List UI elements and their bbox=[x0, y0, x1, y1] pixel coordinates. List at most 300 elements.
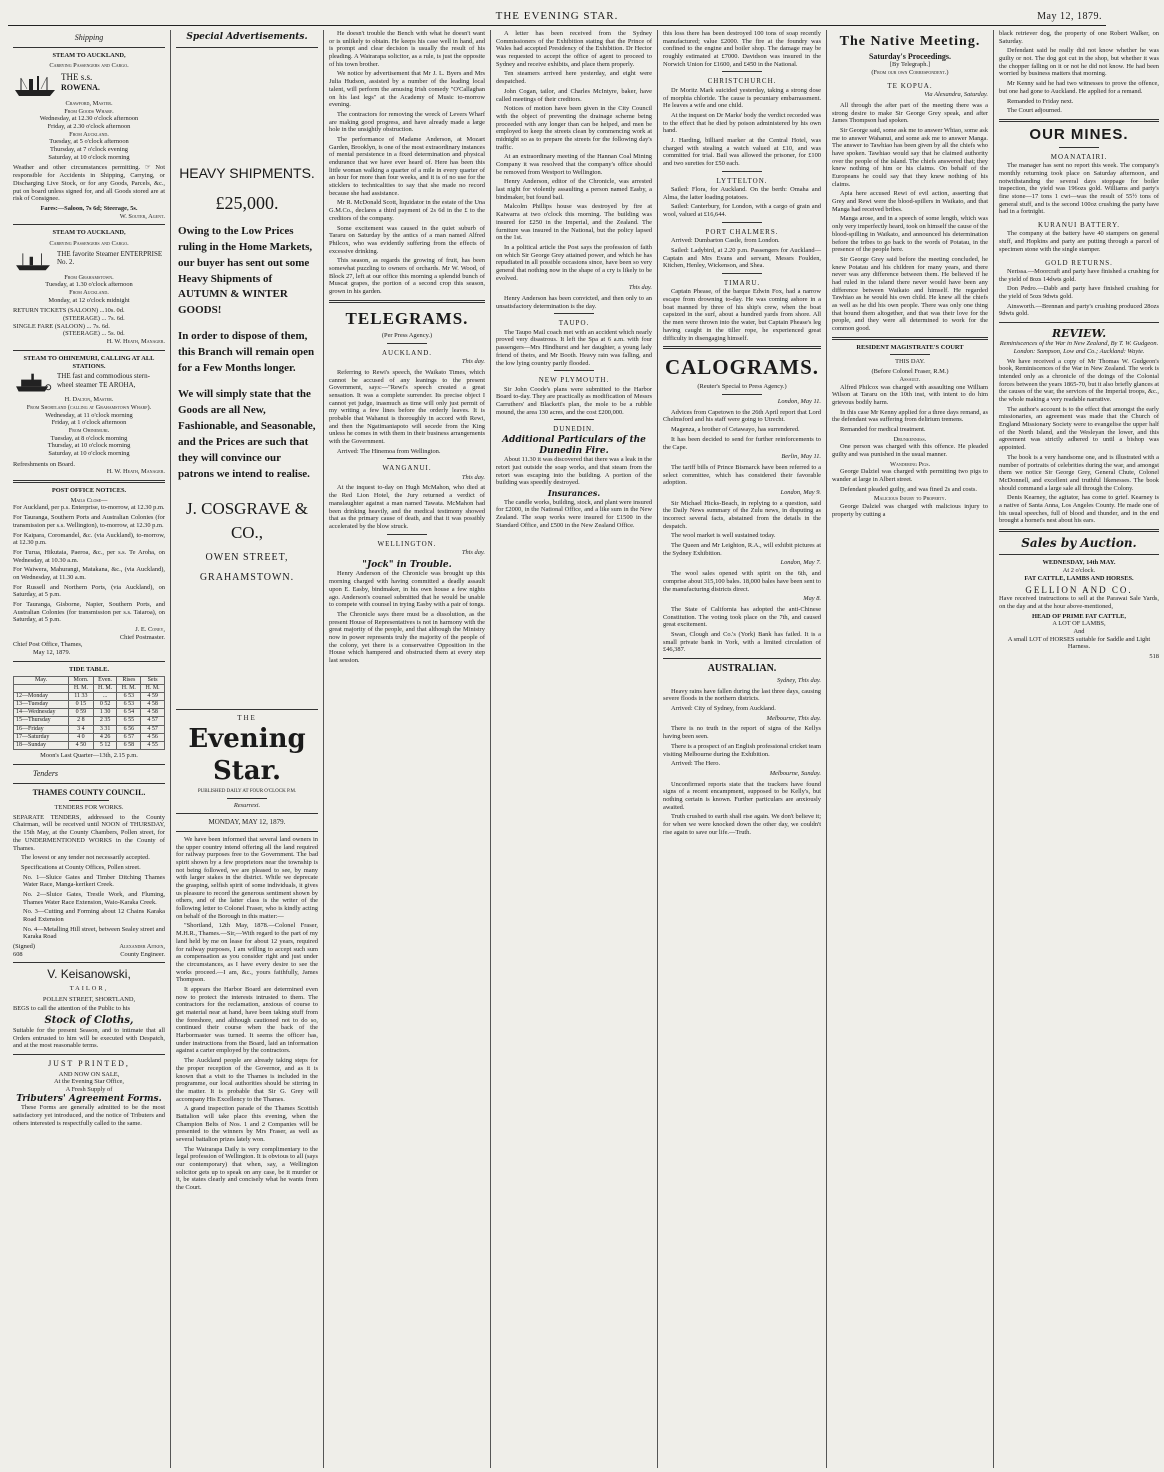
column-6 bbox=[827, 30, 994, 1468]
rm-assault: Assault. bbox=[899, 375, 921, 383]
table-row bbox=[14, 692, 165, 700]
paper-name: Evening Star. bbox=[188, 724, 306, 786]
advert-firm: J. COSGRAVE & CO., bbox=[185, 498, 309, 543]
telegram-dateline: This day. bbox=[628, 284, 652, 292]
editorial-paragraph: This season, as regards the growing of fruit, has been somewhat puzzling to owners of orchards. Mr W. Wood, of Block 27, left at our office this morning a splendid bunch of Muscat grapes, the portion of a second crop this season, grown in his garden. bbox=[329, 257, 485, 295]
shipping-3-refresh: Refreshments on Board. bbox=[13, 460, 75, 468]
shipping-1-from2: From Auckland. bbox=[69, 130, 109, 138]
calogram-text: Magenza, a brother of Cetawayo, has surrendered. bbox=[671, 426, 800, 434]
shipping-3-block bbox=[13, 372, 165, 394]
rm-text: Remanded to Friday next. bbox=[1007, 97, 1074, 105]
telegram-text: Henry Anderson, editor of the Chronicle, was arrested last night for violently assaulting a person named Easby, a bindmaker, but found bail. bbox=[496, 178, 652, 201]
calograms-heading: CALOGRAMS. bbox=[664, 355, 820, 380]
telegram-text: Henry Anderson has been convicted, and then only to an unsatisfactory determination is the day. bbox=[496, 295, 652, 310]
tide-col-header: Morn. bbox=[69, 676, 94, 684]
calogram-dateline: May 8. bbox=[803, 595, 821, 603]
table-row bbox=[14, 742, 165, 750]
tide-col-header: Even. bbox=[93, 676, 117, 684]
tide-cell: 13—Tuesday bbox=[14, 701, 69, 709]
shipping-3-heading: STEAM TO OHINEMURI, CALLING AT ALL STATIONS. bbox=[23, 354, 155, 370]
shipping-2-sub: Carrying Passengers and Cargo. bbox=[49, 239, 129, 247]
tide-cell: 5 12 bbox=[93, 742, 117, 750]
tide-cell: 17—Saturday bbox=[14, 733, 69, 741]
mine-text: The manager has sent no report this week. The company's monthly returning took place on Saturday afternoon, and notwithstanding the several days stoppage for boiler inspection, the yield was 196ozs gold. Williams and party's fine stone—17 tons 1 cwt—was the result of 55½ tons of general stuff, and is the second 100oz crushing the party have had in a fortnight. bbox=[999, 162, 1159, 216]
calogram-text: The Queen and Mr Leighton, R.A., will exhibit pictures at the Sydney Exhibition. bbox=[663, 542, 821, 557]
telegram-text: Notices of motion have been given in the City Council with the object of preventing the drainage scheme being proceeded with any longer than can be helped, and men be employed to keep the streets clean by commencing work at midnight so as to prepare the streets for the following day's traffic. bbox=[496, 105, 652, 151]
shipping-1-notice: Weather and other circumstances permitting. ☞ Not responsible for Accidents in Shipping, Carrying, or Discharging Live Stock, or for any Goods, Parcels, &c., put on board unless signed for, and all Goods stored are at risk of Consignee. bbox=[13, 164, 165, 203]
shipping-2-heading: STEAM TO AUCKLAND, bbox=[52, 229, 126, 237]
telegram-location: AUCKLAND. bbox=[381, 348, 433, 357]
telegram-text: A letter has been received from the Sydney Commissioners of the Exhibition stating that the Prince of Wales had accepted Presidency of the Exhibition. Dr Hector was requested to accept the office of agent to proceed to Sydney and receive exhibits, and place them properly. bbox=[496, 30, 652, 68]
native-sub: Saturday's Proceedings. bbox=[868, 51, 952, 61]
calogram-text: The wool sales opened with spirit on the 6th, and comprise about 315,100 bales. 18,000 bales have been sent to the manufacturing districts direct. bbox=[663, 570, 821, 593]
shipping-1-d5: Saturday, at 10 o'clock morning bbox=[48, 153, 130, 161]
advert-body2: In order to dispose of them, this Branch will remain open for a Few Months longer. bbox=[178, 330, 315, 375]
post-item: For Auckland, per p.s. Enterprise, to-morrow, at 12.30 p.m. bbox=[13, 504, 165, 512]
shipping-1-block bbox=[13, 72, 165, 98]
tide-sub bbox=[14, 684, 69, 692]
column-1 bbox=[8, 30, 171, 1468]
australian-heading: AUSTRALIAN. bbox=[707, 663, 777, 674]
column-3 bbox=[324, 30, 491, 1468]
tide-col-header: Rises bbox=[117, 676, 141, 684]
heavy-shipments: HEAVY SHIPMENTS. bbox=[179, 164, 315, 181]
shipping-3-master: H. Dalton, Master. bbox=[64, 396, 114, 404]
telegram-text: J. Harding, billiard marker at the Central Hotel, was charged with stealing a watch valued at £10, and was committed for trial. Bail was allowed the prisoner, for £100 and two sureties for £50 each. bbox=[663, 136, 821, 168]
auction-head: HEAD OF PRIME FAT CATTLE, bbox=[1032, 612, 1126, 620]
tide-cell: 4 50 bbox=[69, 742, 94, 750]
native-dateline: Via Alexandra, Saturday. bbox=[924, 91, 988, 99]
rm-text: Defendant said he really did not know whether he was guilty or not. The dog got cut in the shop, but whether it was the chopper falling on it or not he did not know. He had been worried by business matters that morning. bbox=[999, 47, 1159, 78]
telegram-location: TIMARU. bbox=[723, 278, 761, 287]
tenders-signer: Alexander Aitken, bbox=[119, 943, 165, 951]
post-item: For Kaipara, Coromandel, &c. (via Auckland), to-morrow, at 12.30 p.m. bbox=[13, 531, 165, 547]
rm-text: black retriever dog, the property of one Robert Walker, on Saturday. bbox=[999, 30, 1159, 45]
calogram-text: It has been decided to send for further reinforcements to the Cape. bbox=[663, 435, 821, 451]
telegram-text: At an extraordinary meeting of the Hannan Coal Mining Company it was resolved that the company's office should be removed from Westport to Wellington. bbox=[496, 153, 652, 176]
telegram-dateline: This day. bbox=[461, 473, 485, 481]
tenders-signed: (Signed) bbox=[13, 943, 36, 951]
tailor-stock: Stock of Cloths, bbox=[44, 1014, 134, 1026]
shipping-1-from1: From Goods Wharf. bbox=[64, 107, 114, 115]
post-item: For Tauranga, Gisborne, Napier, Southern Ports, and Australian Colonies (for transmission per s.s. Taiaroa), on Saturday, at 5 p.m. bbox=[13, 601, 165, 624]
native-location: TE KOPUA. bbox=[887, 81, 933, 90]
mine-name: MOANATAIRI. bbox=[1050, 152, 1108, 161]
tenders-lowest: The lowest or any tender not necessarily accepted. bbox=[21, 854, 150, 862]
table-row bbox=[14, 717, 165, 725]
australian-dateline: Melbourne, Sunday. bbox=[769, 769, 821, 777]
calogram-dateline: Berlin, May 11. bbox=[781, 453, 821, 461]
rm-court-heading: RESIDENT MAGISTRATE'S COURT bbox=[856, 343, 964, 351]
shipping-2-manager: H. W. Heath, Manager. bbox=[106, 338, 165, 346]
native-meeting-heading: The Native Meeting. bbox=[839, 34, 981, 49]
shipping-2-ret2: (STEERAGE) ... 7s. 6d. bbox=[63, 315, 125, 323]
editorial-paragraph: We notice by advertisement that Mr J. L. Byers and Mrs Julia Hudson, assisted by a number of the leading local talent, will perform the amusing Irish comedy "O'Callaghan on his last legs" at the Academy of Music to-morrow evening. bbox=[329, 70, 485, 109]
calogram-dateline: London, May 9. bbox=[780, 488, 821, 496]
tide-col-header: May. bbox=[14, 676, 69, 684]
paper-motto: Resurrexi. bbox=[233, 801, 261, 809]
tide-cell: ... bbox=[93, 692, 117, 700]
editorial-paragraph: The performance of Madame Anderson, at Mozart Garden, Brooklyn, is one of the most extraordinary instances of mental persistence in a fixed determination and physical endurance that we have ever heard of. Here has been this little woman walking a quarter of a mile in every quarter of an hour for more than four weeks, and it is of no use for the sticklers to technicalities to say that she made no record because she had assistance. bbox=[329, 135, 485, 197]
tide-cell: 4 0 bbox=[69, 733, 94, 741]
tide-cell: 4 56 bbox=[141, 733, 165, 741]
tide-cell: 6 58 bbox=[117, 742, 141, 750]
shipping-3-ship: THE fast and commodious stern-wheel steamer TE AROHA, bbox=[57, 372, 150, 389]
rm-drunk: Drunkenness. bbox=[893, 435, 927, 443]
advert-street: OWEN STREET, bbox=[205, 552, 289, 564]
tide-cell: 14—Wednesday bbox=[14, 709, 69, 717]
editorial-paragraph: "Shortland, 12th May, 1878.—Colonel Fraser, M.H.R., Thames.—Sir,—With regard to the part of my land held by me on lease for about 12 years, required for railway purposes, I am willing to accept such sum as compensation as you consider right and just under the circumstances, as I have every desire to see the works proceed.—I am, &c., yours faithfully, James Thompson. bbox=[176, 922, 318, 984]
rm-text: George Dalziel was charged with malicious injury to property by cutting a bbox=[832, 503, 988, 518]
paper-the: THE bbox=[237, 714, 257, 723]
table-row bbox=[14, 733, 165, 741]
tide-sub: H. M. bbox=[117, 684, 141, 692]
tenders-specs: Specifications at County Offices, Pollen street. bbox=[21, 863, 141, 871]
editorial-paragraph: Some excitement was caused in the quiet suburb of Tararu on Saturday by the antics of a man named Alfred Philcox, who was evidently suffering from the effects of excessive drinking. bbox=[329, 224, 485, 255]
auction-number: 518 bbox=[1149, 653, 1159, 661]
australian-text: Heavy rains have fallen during the last three days, causing severe floods in the northern districts. bbox=[663, 687, 821, 703]
telegram-text: Sailed: Canterbury, for London, with a cargo of grain and wool, valued at £16,644. bbox=[663, 203, 821, 219]
post-sig2: Chief Postmaster. bbox=[119, 633, 165, 641]
sternwheeler-icon bbox=[13, 372, 53, 394]
telegram-text: Dr Moritz Mark suicided yesterday, taking a strong dose of morphia chloride. The cause is pecuniary embarrassment. He leaves a wife and one child. bbox=[663, 86, 821, 110]
review-text: The author's account is to the effect that amongst the early missionaries, an agreement was made that the Church of England Missionary Society were to evangelise the upper half of the North Island, and the Wesleyan the lower, and this agreement was strictly adhered to until a bishop was appointed. bbox=[999, 405, 1159, 452]
rm-text: Remanded for medical treatment. bbox=[840, 425, 926, 433]
tide-cell: 4 59 bbox=[141, 692, 165, 700]
tide-cell: 4 57 bbox=[141, 717, 165, 725]
printed-body: These Forms are generally admitted to be the most satisfactory yet introduced, and the notice of Tributers and others interested is respectfully called to the same. bbox=[13, 1104, 165, 1127]
rm-text: Defendant pleaded guilty, and was fined 2s and costs. bbox=[840, 485, 977, 493]
tide-cell: 6 55 bbox=[117, 717, 141, 725]
paper-date: MONDAY, MAY 12, 1879. bbox=[208, 818, 286, 827]
calograms-source: (Reuter's Special to Press Agency.) bbox=[697, 383, 787, 391]
tide-sub: H. M. bbox=[141, 684, 165, 692]
mines-heading: OUR MINES. bbox=[1029, 125, 1129, 143]
review-text: The book is a very handsome one, and is illustrated with a number of portraits of celebrities during the war, and amongst them we notice Sir George Grey, General Chute, Colonel McDonnell, and excellent and truthful likenesses. The book should command a large sale all through the Colony. bbox=[999, 453, 1159, 492]
telegram-text: The Chronicle says there must be a dissolution, as the present House of Representatives is not in harmony with the great majority of the people, and that although the Ministry now in power represents truly the majority of the people of the colony, yet there is a conservative Opposition in the House which hampered and obstructed them at every step last session. bbox=[329, 610, 485, 665]
mine-text: Don Pedro.—Dabb and party have finished crushing for the yield of 5ozs 9dwts gold. bbox=[999, 285, 1159, 300]
tenders-body: SEPARATE TENDERS, addressed to the County Chairman, will be received until NOON of THURSDAY, the 15th May, at the County Chambers, Pollen street, for the UNDERMENTIONED WORKS in the County of Thames. bbox=[13, 813, 165, 852]
australian-text: Truth crushed to earth shall rise again. We don't believe it; for when we were knocked down the other day, we couldn't rise again to save our life.—Truth. bbox=[663, 813, 821, 836]
shipping-3-d4: Thursday, at 10 o'clock morning bbox=[47, 442, 131, 450]
tide-cell: 3 4 bbox=[69, 725, 94, 733]
shipping-3-manager: H. W. Heath, Manager. bbox=[106, 468, 165, 476]
post-item: For Russell and Northern Ports, (via Auckland), on Saturday, at 5 p.m. bbox=[13, 583, 165, 599]
calogram-dateline: London, May 11. bbox=[777, 398, 821, 406]
fire-heading: Additional Particulars of the Dunedin Fire. bbox=[502, 434, 646, 456]
native-text: Sir George Grey said before the meeting concluded, he knew Potatau and his children for many years, and there never was any difference between them. He believed if he had ruled in the island there never would have been any difference between Waikato and himself. He regarded Tawhiao as he would his own child. He knew all the chiefs as well as he did his own people. There was only one thing that bound them altogether, and that was their love for the people, and they were all determined to work for the common good. bbox=[832, 255, 988, 333]
shipping-3-d2: Friday, at 1 o'clock afternoon bbox=[51, 419, 127, 427]
telegrams-heading: TELEGRAMS. bbox=[345, 308, 469, 328]
advert-body1: Owing to the Low Prices ruling in the Home Markets, our buyer has sent out some Heavy Shipments of AUTUMN & WINTER GOODS! bbox=[178, 224, 313, 317]
tenders-number: 608 bbox=[13, 950, 23, 958]
editorial-paragraph: Mr R. McDonald Scott, liquidator in the estate of the Una G.M.Co., declares a third payment of 2s 6d in the £ to the creditors of the company. bbox=[329, 199, 485, 222]
telegram-dateline: This day. bbox=[461, 358, 485, 366]
calogram-text: Advices from Capetown to the 26th April report that Lord Chelmsford and his staff were going to Utrecht. bbox=[663, 408, 821, 424]
shipping-1-ship-prefix: THE s.s. bbox=[61, 71, 93, 82]
tenders-works: TENDERS FOR WORKS. bbox=[54, 804, 124, 812]
rm-malicious: Malicious Injury to Property. bbox=[873, 495, 947, 503]
column-7 bbox=[994, 30, 1164, 1468]
shipping-1-sub: Carrying Passengers and Cargo. bbox=[49, 62, 129, 70]
column-2 bbox=[171, 30, 324, 1468]
tide-cell: 6 53 bbox=[117, 692, 141, 700]
calogram-dateline: London, May 7. bbox=[780, 559, 821, 567]
shipping-1-agent: W. Souter, Agent. bbox=[119, 212, 165, 220]
post-item: For Turua, Hikutaia, Paeroa, &c., per s.s. Te Aroha, on Wednesday, at 10.30 a.m. bbox=[13, 548, 165, 564]
telegram-text: The candle works, building, stock, and plant were insured for £2000, in the National Office, and a like sum in the New Zealand. The soap works were insured for £1500 in the Standard Office, and £500 in the New Zealand Office. bbox=[496, 498, 652, 529]
printed-sub: AND NOW ON SALE, bbox=[58, 1070, 120, 1078]
special-ads-heading: Special Advertisements. bbox=[186, 32, 308, 42]
tide-sub-row bbox=[14, 684, 165, 692]
tide-cell: 18—Sunday bbox=[14, 742, 69, 750]
rm-text: Alfred Philcox was charged with assaulting one William Wilson at Tararu on the 10th inst, with intent to do him grievous bodily harm. bbox=[832, 383, 988, 406]
mine-name: KURANUI BATTERY. bbox=[1038, 221, 1120, 230]
tide-cell: 2 8 bbox=[69, 717, 94, 725]
steamship-icon bbox=[13, 72, 57, 98]
jock-heading: "Jock" in Trouble. bbox=[362, 559, 452, 570]
native-text: All through the after part of the meeting there was a strong desire to make Sir George Grey speak, and after James Thompson had spoken. bbox=[832, 101, 988, 125]
mine-text: Ainsworth.—Brennan and party's crushing produced 28ozs 9dwts gold. bbox=[999, 302, 1159, 318]
rm-text: George Dalziel was charged with permitting two pigs to wander at large in Albert street. bbox=[832, 468, 988, 484]
shipping-2-block bbox=[13, 250, 165, 272]
tide-heading: TIDE TABLE. bbox=[69, 665, 109, 673]
cosgrave-advert bbox=[176, 190, 318, 585]
australian-text: There is a prospect of an English professional cricket team visiting Melbourne during the Exhibition. bbox=[663, 742, 821, 758]
calogram-text: The wool market is well sustained today. bbox=[671, 532, 776, 540]
shipping-2-d2: Monday, at 12 o'clock midnight bbox=[48, 296, 130, 304]
tenders-item: No. 2—Sluice Gates, Trestle Work, and Fluming, Thames Water Race Extension, Waio-Karaka Creek. bbox=[23, 890, 165, 906]
advert-town: GRAHAMSTOWN. bbox=[199, 571, 295, 583]
tide-cell: 6 53 bbox=[117, 701, 141, 709]
rm-before: (Before Colonel Fraser, R.M.) bbox=[871, 368, 949, 376]
mine-text: Nerissa.—Moorcraft and party have finished a crushing for the yield of 8ozs 14dwts gold. bbox=[999, 267, 1159, 283]
native-text: Sir George said, some ask me to answer Whiao, some ask me to answer Wahanui, and some ask me to answer Manga. The answer to Tawhiao has been given by all the chiefs who have spoken. Tawhiao would say that he claimed authority over the people of the island. The chiefs answered that; they knew nothing of him or his claims. On behalf of the Europeans he could say that they knew nothing of his claims. bbox=[832, 126, 988, 188]
tide-cell: 2 35 bbox=[93, 717, 117, 725]
telegram-text: Arrived: Dumbarton Castle, from London. bbox=[671, 237, 780, 245]
calogram-text: The State of California has adopted the anti-Chinese Constitution. The voting took place on the 7th, and caused great excitement. bbox=[663, 605, 821, 629]
tailor-name: V. Keisanowski, bbox=[47, 967, 131, 982]
auction-text: Have received instructions to sell at the Parawai Sale Yards, on the day and at the hour above-mentioned, bbox=[999, 595, 1159, 610]
shipping-1-d4: Thursday, at 7 o'clock evening bbox=[50, 146, 128, 154]
editorial-paragraph: We have been informed that several land owners in the upper country intend offering all the land required for railway purposes free to the Government. The bad spirit shown by a few proprietors near the township is not being followed, we are pleased to see, by many with larger stakes in the district. While we deprecate the grasping, selfish spirit of some individuals, it gives us pleasure to record the generous sentiment shown by others, and of the latter class is the writer of the following letter to Colonel Fraser, who is kindly acting on behalf of the Borough in this matter:— bbox=[176, 835, 318, 920]
australian-dateline: Melbourne, This day. bbox=[766, 714, 821, 722]
tailor-body: BEGS to call the attention of the Public to his bbox=[13, 1005, 130, 1013]
telegram-text: Captain Phease, of the barque Edwin Fox, had a narrow escape from drowning to-day. He was coming ashore in a boat manned by three of his ship's crew, when the boat capsized in the surf, about a hundred yards from shore. All the men were thrown into the water, but Captain Phease's leg having caught in the tiller rope, he experienced great difficulty in disengaging himself. bbox=[663, 288, 821, 342]
post-sig1: J. E. Coney, bbox=[135, 626, 165, 634]
tenders-label: Tenders bbox=[33, 768, 59, 778]
masthead bbox=[8, 6, 1106, 26]
tide-sub: H. M. bbox=[93, 684, 117, 692]
auction-and: And bbox=[1073, 628, 1085, 636]
telegram-text: In a political article the Post says the profession of faith on which Sir George Grey attained power, and which he has repudiated in all possible occasions since, have been so very general that nothing now in the shape of a cry is likely to be evolved. bbox=[496, 243, 652, 282]
printed-supply: A Fresh Supply of bbox=[65, 1085, 113, 1093]
tailor-body2: Suitable for the present Season, and to intimate that all Orders entrusted to him will be executed with Despatch, and at the most reasonable terms. bbox=[13, 1026, 165, 1050]
shipping-1-heading: STEAM TO AUCKLAND, bbox=[52, 51, 126, 59]
paper-published: PUBLISHED DAILY AT FOUR O'CLOCK P.M. bbox=[197, 788, 297, 794]
australian-text: There is no truth in the report of signs of the Kellys having been seen. bbox=[663, 725, 821, 741]
telegrams-agency: (Per Press Agency.) bbox=[381, 332, 433, 340]
column-4 bbox=[491, 30, 658, 1468]
tide-cell: 16—Friday bbox=[14, 725, 69, 733]
review-heading: REVIEW. bbox=[1051, 327, 1107, 341]
mine-name: GOLD RETURNS. bbox=[1045, 258, 1113, 267]
native-from: (From our own Correspondent.) bbox=[871, 69, 949, 77]
rm-thisday: THIS DAY. bbox=[895, 358, 925, 366]
tide-cell: 0 52 bbox=[93, 701, 117, 709]
post-item: For Tauranga, Southern Ports and Australian Colonies (for transmission per s.s. Wellington), to-morrow, at 12.30 p.m. bbox=[13, 514, 165, 529]
calogram-text: Sir Michael Hicks-Beach, in replying to a question, said the Daily News summary of the Zulu news, in disputing as incorrect several facts, abstained from the details in the despatch. bbox=[663, 499, 821, 530]
shipping-1-d1: Wednesday, at 12.30 o'clock afternoon bbox=[39, 115, 139, 123]
tide-cell: 0 15 bbox=[69, 701, 94, 709]
auction-firm: GELLION AND CO. bbox=[1025, 584, 1133, 595]
review-text: We have received a copy of Mr Thomas W. Gudgeon's book, Reminiscences of the War in New Zealand. The work is intended only as a chronicle of the doings of the Colonial forces between the years 1865-70, but it also briefly glances at the causes of the war, the services of the Imperial troops, &c., the whole making a very readable narrative. bbox=[999, 357, 1159, 404]
auction-lambs: A LOT OF LAMBS, bbox=[1052, 620, 1106, 628]
telegram-location: LYTTELTON. bbox=[716, 176, 768, 185]
column-5 bbox=[658, 30, 827, 1468]
post-item: For Waiwera, Mahurangi, Matakana, &c., (via Auckland), on Wednesday, at 11.30 a.m. bbox=[13, 566, 165, 581]
shipping-1-ship: ROWENA. bbox=[61, 82, 100, 92]
auction-heading: Sales by Auction. bbox=[1021, 536, 1137, 551]
tide-header-row bbox=[14, 676, 165, 684]
rm-text: The Court adjourned. bbox=[1007, 107, 1062, 115]
calogram-text: The tariff bills of Prince Bismarck have been referred to a select committee, which has considered their favorable adoption. bbox=[663, 463, 821, 487]
telegram-text: About 11.30 it was discovered that there was a leak in the retort just outside the soap works, and that steam from the retort was escaping into the building. A portion of the building was speedily destroyed. bbox=[496, 456, 652, 487]
tide-cell: 4 26 bbox=[93, 733, 117, 741]
masthead-title: THE EVENING STAR. bbox=[495, 9, 619, 22]
shipping-2-from1: From Grahamstown. bbox=[64, 273, 114, 281]
rm-pigs: Wandering Pigs. bbox=[889, 460, 931, 468]
telegram-location: NEW PLYMOUTH. bbox=[538, 376, 610, 385]
shipping-3-from2: From Ohinemuri. bbox=[68, 426, 110, 434]
table-row bbox=[14, 701, 165, 709]
telegram-text: At the inquest to-day on Hugh McMahon, who died at the Red Lion Hotel, the Jury returned a verdict of manslaughter against a man named Tawata. McMahon had been drinking heavily, and the medical testimony showed that as the primary cause of death, and that it was possibly accelerated by the blow struck. bbox=[329, 484, 485, 530]
telegram-dateline: This day. bbox=[461, 549, 485, 556]
native-text: Manga arose, and in a speech of some length, which was only very imperfectly heard, took on himself the cause of the blood-spilling in Waikato, and announced his determination before the tribes to go back to the words of Potatau, in the presence of the people here. bbox=[832, 215, 988, 254]
shipping-1-d2: Friday, at 2.30 o'clock afternoon bbox=[47, 123, 131, 131]
telegram-location: WANGANUI. bbox=[382, 464, 432, 473]
tenders-signature bbox=[13, 943, 165, 951]
editorial-paragraph: The Auckland people are already taking steps for the proper reception of the Governor, and as it is known that a visit to the Thames is included in the programme, our local authorities should be stirring in the matter. It is probable that Sir G. Grey will accompany His Excellency to the Thames. bbox=[176, 1057, 318, 1103]
tide-cell: 11 33 bbox=[69, 692, 94, 700]
telegram-text: The Taupo Mail coach met with an accident which nearly proved very disastrous. It left the Spa at 6 a.m. with four passengers—Mrs Hindhurst and her daughter, a young lady friend of theirs, and Mr Booth. Heavy rain was falling, and the low lying country partly flooded. bbox=[496, 328, 652, 367]
editorial-paragraph: He doesn't trouble the Bench with what he doesn't want or is unlikely to obtain. He keeps his case well in hand, and is prompt and clear decision is usually the result of his pleading. A Wairarapa solicitor, as a rule, is just the opposite of his town brother. bbox=[329, 30, 485, 68]
shipping-1-d3: Tuesday, at 5 o'clock afternoon bbox=[49, 138, 129, 146]
tide-cell: 0 59 bbox=[69, 709, 94, 717]
tenders-item: No. 1—Sluice Gates and Timber Ditching Thames Water Race, Manga-kerikeri Creek. bbox=[23, 873, 165, 889]
native-bytel: [By Telegraph.] bbox=[889, 61, 931, 69]
tide-cell: 6 56 bbox=[117, 725, 141, 733]
tide-moon: Moon's Last Quarter—13th, 2.15 p.m. bbox=[40, 752, 138, 760]
columns bbox=[8, 30, 1159, 1468]
tide-cell: 15—Thursday bbox=[14, 717, 69, 725]
australian-dateline: Sydney, This day. bbox=[776, 677, 821, 684]
telegram-location: CHRISTCHURCH. bbox=[707, 77, 777, 86]
telegram-text: this loss there has been destroyed 100 tons of soap recently manufactured; value £2000. The fire at the foundry was confined to the engine and boiler shop. The damage may be roughly estimated at £7000. Davidson was insured in the Norwich Union for £1600, and £450 in the National. bbox=[663, 30, 821, 68]
auction-cattle: FAT CATTLE, LAMBS AND HORSES. bbox=[1024, 574, 1134, 582]
telegram-location: WELLINGTON. bbox=[377, 539, 437, 548]
editorial-paragraph: The Wairarapa Daily is very complimentary to the legal profession of Wellington. It is obvious to all (says our contemporary) that when, say, a Wellington solicitor gets up to speak on any case, be it murder or it, be states clearly and concisely what he wants from the Court. bbox=[176, 1145, 318, 1192]
shipping-3-d3: Tuesday, at 8 o'clock morning bbox=[50, 434, 128, 442]
rm-text: One person was charged with this offence. He pleaded guilty and was punished in the usual manner. bbox=[832, 443, 988, 459]
australian-text: Arrived: City of Sydney, from Auckland. bbox=[671, 705, 776, 713]
printed-at: At the Evening Star Office, bbox=[54, 1078, 124, 1086]
tide-cell: 4 55 bbox=[141, 742, 165, 750]
tide-cell: 1 30 bbox=[93, 709, 117, 717]
auction-time: At 2 o'clock. bbox=[1062, 567, 1096, 575]
tailor-trade: TAILOR, bbox=[69, 984, 109, 992]
telegram-text: Henry Anderson of the Chronicle was brought up this morning charged with having committed a deadly assault upon E. Easby, bindmaker, in his own house a few nights ago. Anderson's counsel submitted that he would be unable to compete with counsel in trying Easby with a pair of tongs. bbox=[329, 570, 485, 609]
telegram-text: John Cogan, tailor, and Charles McIntyre, baker, have called meetings of their creditors. bbox=[496, 87, 652, 103]
shipping-heading: Shipping bbox=[74, 33, 104, 42]
tide-sub: H. M. bbox=[69, 684, 94, 692]
shipping-2-ship: THE favorite Steamer ENTERPRISE No. 2. bbox=[57, 249, 163, 267]
calogram-text: Swan, Clough and Co.'s (York) Bank has failed. It is a small private bank in York, with a limited circulation of £46,387. bbox=[663, 630, 821, 654]
tide-cell: 4 57 bbox=[141, 725, 165, 733]
tenders-council: THAMES COUNTY COUNCIL. bbox=[32, 787, 146, 797]
rm-text: Mr Kenny said he had two witnesses to prove the offence, but one had gone to Auckland. He applied for a remand. bbox=[999, 80, 1159, 95]
telegram-text: At the inquest on Dr Marks' body the verdict recorded was to the effect that he died by poison administered by his own hand. bbox=[663, 111, 821, 135]
post-heading: POST OFFICE NOTICES. bbox=[51, 487, 127, 495]
tide-table bbox=[13, 676, 165, 751]
insurances-heading: Insurances. bbox=[547, 488, 601, 499]
tenders-title2: County Engineer. bbox=[120, 950, 165, 958]
table-row bbox=[14, 709, 165, 717]
post-office: Chief Post Office, Thames, bbox=[13, 641, 83, 649]
australian-text: Unconfirmed reports state that the trackers have found signs of a recent encampment, supposed to be Kelly's, but nothing certain is known. Further particulars are anxiously awaited. bbox=[663, 780, 821, 811]
printed-heading: JUST PRINTED, bbox=[48, 1058, 130, 1068]
australian-text: Arrived: The Hero. bbox=[671, 760, 721, 768]
tide-cell: 3 31 bbox=[93, 725, 117, 733]
tide-cell: 6 57 bbox=[117, 733, 141, 741]
auction-horses: A small LOT of HORSES suitable for Saddle and Light Harness. bbox=[1007, 635, 1151, 651]
mine-text: The company at the battery have 40 stampers on general stuff, and Hopkins and party are putting through a parcel of specimen stone with the single stamper. bbox=[999, 230, 1159, 253]
telegram-text: Sailed: Flora, for Auckland. On the berth: Omaha and Alma, the latter loading potatoes. bbox=[663, 186, 821, 201]
shipping-1-fares: Fares:—Saloon, 7s 6d; Steerage, 5s. bbox=[40, 204, 138, 212]
printed-forms: Tributers' Agreement Forms. bbox=[16, 1093, 162, 1104]
shipping-2-d1: Tuesday, at 1.30 o'clock afternoon bbox=[45, 281, 133, 289]
tide-cell: 4 58 bbox=[141, 701, 165, 709]
telegram-text: Referring to Rewi's speech, the Waikato Times, which cannot be accused of any leanings to the present Government, says:—"Rewi's speech created a great sensation. It was a complete surrender. Its precise object I cannot yet judge, inasmuch as time will only just permit of my writing a few lines before the orderly leaves. It is probable that Wahanui is thoroughly in accord with Rewi, and then the Ngatimaniapoto will secede from the King unless he comes in with them in their business arrangements with the Government. bbox=[329, 368, 485, 446]
table-row bbox=[14, 725, 165, 733]
post-sub: Mails Close— bbox=[70, 496, 108, 504]
telegram-location: PORT CHALMERS. bbox=[705, 227, 779, 236]
post-date: May 12, 1879. bbox=[33, 649, 71, 657]
rm-text: In this case Mr Kenny applied for a three days remand, as the defendant was suffering from delirium tremens. bbox=[832, 408, 988, 424]
post-items bbox=[13, 504, 165, 624]
tenders-footer bbox=[13, 951, 165, 959]
tailor-address: POLLEN STREET, SHORTLAND, bbox=[42, 995, 136, 1003]
advert-body3: We will simply state that the Goods are all New, Fashionable, and Seasonable, and the Prices are such that they will convince our patrons we intend to realise. bbox=[178, 388, 316, 480]
telegram-location: DUNEDIN. bbox=[553, 425, 595, 434]
telegram-text: Ten steamers arrived here yesterday, and eight were despatched. bbox=[496, 70, 652, 86]
auction-date: WEDNESDAY, 14th MAY. bbox=[1042, 559, 1116, 567]
advert-amount: £25,000. bbox=[215, 192, 279, 213]
shipping-3-d5: Saturday, at 10 o'clock morning bbox=[48, 450, 130, 458]
masthead-date: May 12, 1879. bbox=[1037, 11, 1102, 22]
tide-cell: 4 58 bbox=[141, 709, 165, 717]
shipping-2-from2: From Auckland. bbox=[69, 289, 109, 297]
telegram-text: Sailed: Ladybird, at 2.20 p.m. Passengers for Auckland—Captain and Mrs Evans and servant, Messrs Foulden, Kitchen, Henley, Wickenson, and Shea. bbox=[663, 246, 821, 270]
native-text: Apia here accused Rewi of evil action, asserting that Grey and Rewi were the blood-spillers in Waikato, and that Manga had received bribes. bbox=[832, 190, 988, 213]
shipping-3-from1: From Shortland (calling at Grahamstown Wharf). bbox=[26, 403, 152, 411]
tide-cell: 6 54 bbox=[117, 709, 141, 717]
tenders-item: No. 4—Metalling Hill street, between Sealey street and Karaka Road bbox=[23, 925, 165, 941]
telegram-location: TAUPO. bbox=[558, 319, 590, 328]
editorial-paragraph: The contractors for removing the wreck of Levers Wharf are making good progress, and have already made a large hole in the unsightly obstruction. bbox=[329, 110, 485, 134]
review-text: Denis Kearney, the agitator, has come to grief. Kearney is a native of Santa Anna, Los Angeles County. He made one of his usual speeches, full of blood and thunder, and in the end brought a hornet's nest about his ears. bbox=[999, 494, 1159, 525]
shipping-1-master: Crawford, Master. bbox=[65, 99, 113, 107]
